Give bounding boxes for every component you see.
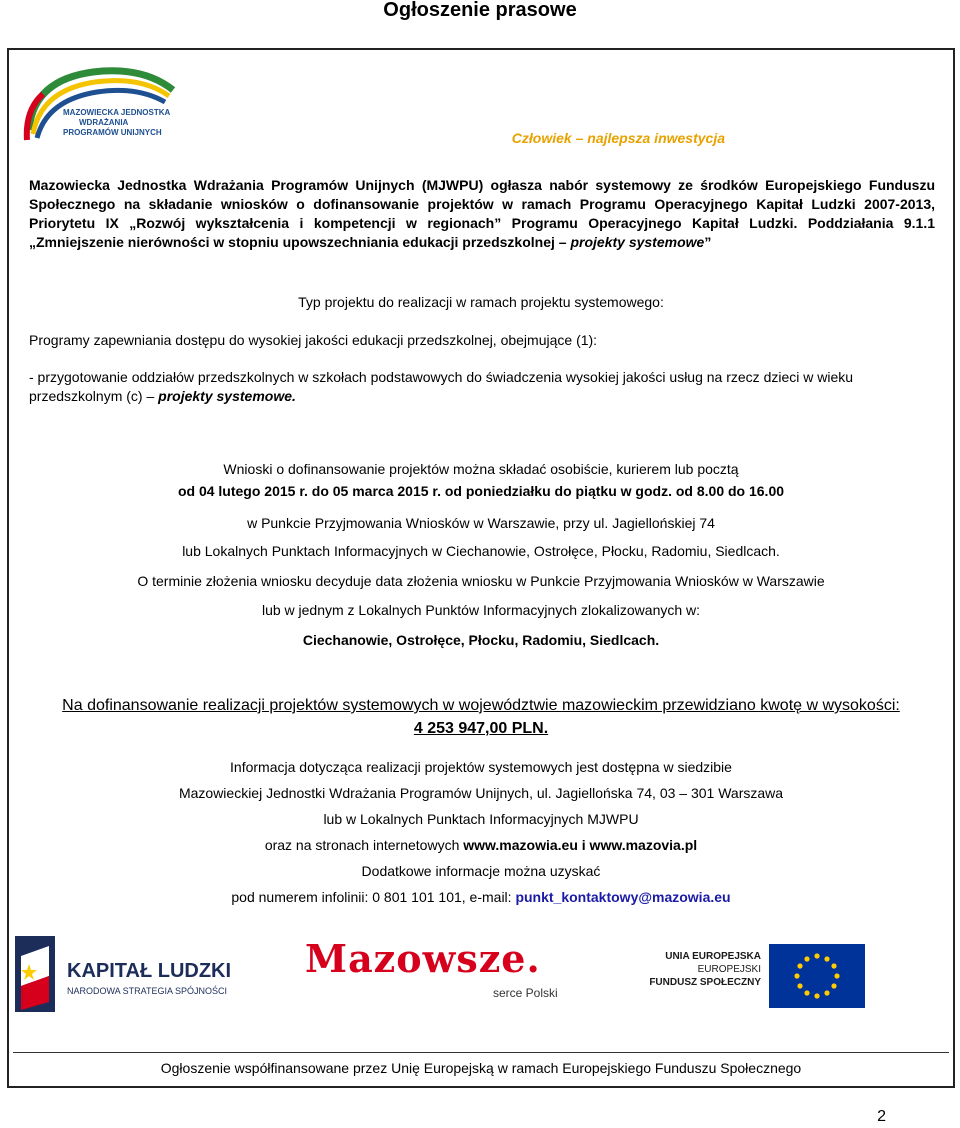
info-line1: Informacja dotycząca realizacji projektów systemowych jest dostępna w siedzibie	[230, 759, 732, 775]
intro-paragraph	[29, 176, 935, 252]
intro-emphasis: projekty systemowe	[570, 234, 705, 250]
submission-dates: od 04 lutego 2015 r. do 05 marca 2015 r. od poniedziałku do piątku w godz. od 8.00 do 16.00	[177, 483, 785, 499]
footer-divider	[13, 1052, 949, 1053]
project-item-text: - przygotowanie oddziałów przedszkolnych w szkołach podstawowych do świadczenia wysokiej jakości usług na rzecz dzieci w wieku przedszkolnym (c) –	[29, 369, 854, 404]
mjwpu-logo-line3: PROGRAMÓW UNIJNYCH	[63, 128, 162, 137]
project-item	[29, 368, 935, 406]
mazowsze-sub: serce Polski	[493, 986, 558, 1000]
website-links[interactable]: www.mazowia.eu i www.mazovia.pl	[463, 837, 698, 853]
eu-line3: FUNDUSZ SPOŁECZNY	[649, 977, 761, 988]
info-line6-text: pod numerem infolinii: 0 801 101 101, e-mail:	[231, 889, 516, 905]
submission-line6: lub w jednym z Lokalnych Punktów Informacyjnych zlokalizowanych w:	[261, 602, 701, 618]
funding-line: Na dofinansowanie realizacji projektów systemowych w województwie mazowieckim przewidziano kwotę w wysokości:	[62, 697, 900, 714]
submission-line1: Wnioski o dofinansowanie projektów można składać osobiście, kurierem lub pocztą	[223, 461, 739, 477]
info-line3: lub w Lokalnych Punktach Informacyjnych MJWPU	[323, 811, 639, 827]
submission-line5: O terminie złożenia wniosku decyduje data złożenia wniosku w Punkcie Przyjmowania Wniosków w Warszawie	[137, 573, 825, 589]
info-line2: Mazowieckiej Jednostki Wdrażania Programów Unijnych, ul. Jagiellońska 74, 03 – 301 Warszawa	[178, 785, 784, 801]
eu-line1: UNIA EUROPEJSKA	[665, 951, 761, 962]
mjwpu-logo-line1: MAZOWIECKA JEDNOSTKA	[63, 108, 171, 117]
funding-amount: 4 253 947,00 PLN.	[413, 720, 549, 737]
mazowsze-logo	[305, 936, 605, 1016]
info-line4	[9, 837, 953, 853]
poland-flag-icon	[15, 936, 55, 1012]
intro-end: ”	[704, 234, 712, 250]
page-title: Ogłoszenie prasowe	[383, 0, 577, 21]
eu-logo	[645, 944, 865, 1014]
info-line5: Dodatkowe informacje można uzyskać	[361, 863, 601, 879]
info-line4-text: oraz na stronach internetowych	[264, 837, 464, 853]
eu-line2: EUROPEJSKI	[697, 964, 761, 975]
page-number: 2	[877, 1108, 886, 1125]
info-line6	[9, 889, 953, 905]
submission-line4: lub Lokalnych Punktach Informacyjnych w Ciechanowie, Ostrołęce, Płocku, Radomiu, Siedlcach.	[182, 543, 780, 559]
mjwpu-logo-line2: WDRAŻANIA	[79, 118, 129, 127]
intro-text: Mazowiecka Jednostka Wdrażania Programów Unijnych (MJWPU) ogłasza nabór systemowy ze środków Europejskiego Funduszu Społecznego na składanie wniosków o dofinansowanie projektów w ramach Programu Operacyjnego Kapitał Ludzki 2007-2013, Priorytetu IX „Rozwój wykształcenia i kompetencji w regionach” Programu Operacyjnego Kapitał Ludzki. Poddziałania 9.1.1 „Zmniejszenie nierówności w stopniu upowszechniania edukacji przedszkolnej –	[29, 177, 935, 250]
eu-flag-icon	[769, 944, 865, 1008]
email-link[interactable]: punkt_kontaktowy@mazowia.eu	[515, 889, 731, 905]
submission-line3: w Punkcie Przyjmowania Wniosków w Warszawie, przy ul. Jagiellońskiej 74	[247, 515, 715, 531]
mazowsze-name: Mazowsze.	[305, 936, 541, 981]
submission-cities: Ciechanowie, Ostrołęce, Płocku, Radomiu, Siedlcach.	[302, 632, 660, 648]
kapital-ludzki-name: KAPITAŁ LUDZKI	[67, 960, 232, 982]
project-type-heading: Typ projektu do realizacji w ramach projektu systemowego:	[298, 294, 664, 310]
kapital-ludzki-sub: NARODOWA STRATEGIA SPÓJNOŚCI	[67, 986, 228, 996]
kapital-ludzki-logo	[15, 936, 275, 1016]
slogan: Człowiek – najlepsza inwestycja	[511, 130, 725, 146]
sponsor-logos	[9, 936, 953, 1026]
programs-line: Programy zapewniania dostępu do wysokiej jakości edukacji przedszkolnej, obejmujące (1):	[29, 332, 598, 348]
footer-text: Ogłoszenie współfinansowane przez Unię Europejską w ramach Europejskiego Funduszu Społecznego	[160, 1060, 802, 1076]
project-item-emphasis: projekty systemowe.	[158, 388, 296, 404]
announcement-frame	[7, 48, 955, 1088]
mjwpu-logo	[23, 60, 183, 142]
